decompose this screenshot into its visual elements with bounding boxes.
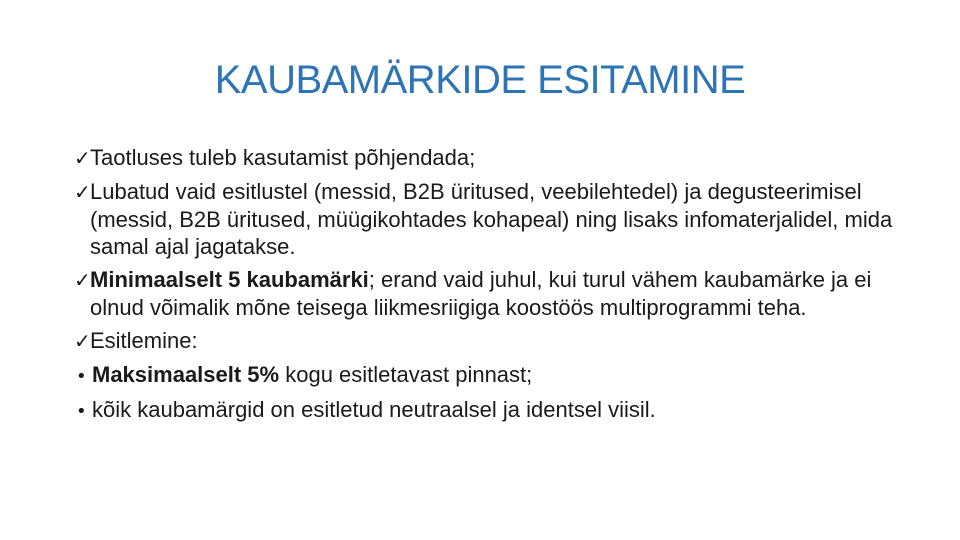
- list-item-text: ; erand vaid juhul, kui turul vähem kaubamärke ja ei olnud võimalik mõne teisega liikmesriigiga koostöös multiprogrammi teha.: [90, 267, 872, 320]
- slide-content: [74, 144, 914, 431]
- slide-title: KAUBAMÄRKIDE ESITAMINE: [214, 58, 746, 102]
- list-item: [74, 327, 914, 355]
- bullet-icon: •: [76, 366, 87, 387]
- list-item: [74, 361, 914, 390]
- check-icon: ✓: [74, 329, 91, 353]
- list-item-bold: Maksimaalselt 5%: [92, 362, 280, 387]
- list-item-text: kogu esitletavast pinnast;: [279, 362, 533, 387]
- list-item-bold: Minimaalselt 5 kaubamärki: [90, 267, 369, 292]
- list-item-text: Lubatud vaid esitlustel (messid, B2B üritused, veebilehtedel) ja degusteerimisel (messid, B2B üritused, müügikohtades kohapeal) ning lisaks infomaterjalidel, mida samal ajal jagatakse.: [90, 179, 893, 259]
- check-icon: ✓: [74, 146, 91, 170]
- list-item: [74, 178, 914, 260]
- list-item: [74, 396, 914, 425]
- check-icon: ✓: [74, 180, 91, 204]
- list-item: [74, 266, 914, 321]
- list-item: [74, 144, 914, 172]
- list-item-text: Taotluses tuleb kasutamist põhjendada;: [90, 145, 476, 170]
- list-item-text: Esitlemine:: [90, 328, 198, 353]
- bullet-icon: •: [76, 401, 87, 422]
- check-icon: ✓: [74, 268, 91, 292]
- list-item-text: kõik kaubamärgid on esitletud neutraalsel ja identsel viisil.: [92, 397, 656, 422]
